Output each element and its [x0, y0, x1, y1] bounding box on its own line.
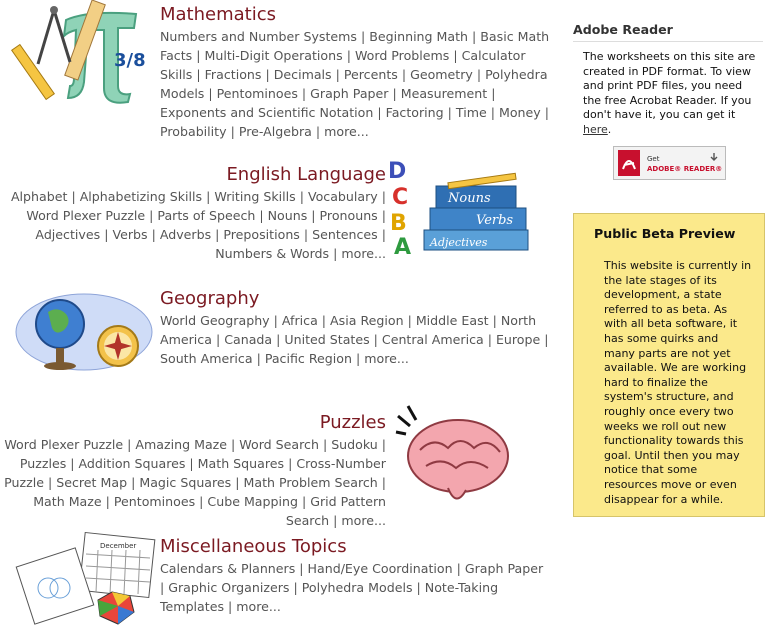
topic-link[interactable]: Magic Squares	[139, 474, 232, 490]
link-separator: |	[289, 579, 302, 595]
topic-link[interactable]: Adjectives	[35, 226, 101, 242]
link-separator: |	[377, 437, 386, 452]
link-separator: |	[127, 474, 140, 490]
section-title-english[interactable]: English Language	[226, 164, 386, 185]
section-title-mathematics[interactable]: Mathematics	[160, 4, 276, 25]
topic-link[interactable]: Verbs	[112, 226, 148, 242]
topic-link[interactable]: Word Plexer Puzzle	[4, 437, 124, 452]
link-separator: |	[211, 226, 224, 242]
topic-link[interactable]: Cross-Number Puzzle	[4, 455, 386, 490]
book-label-verbs: Verbs	[476, 213, 514, 228]
link-separator: |	[487, 85, 496, 101]
link-separator: |	[351, 350, 365, 366]
section-english	[2, 164, 386, 264]
topic-link[interactable]: Time	[455, 104, 487, 120]
link-separator: |	[227, 437, 240, 452]
topic-link[interactable]: Calculator Skills	[160, 47, 526, 82]
topic-link[interactable]: United States	[284, 331, 370, 347]
topic-link[interactable]: Word Plexer Puzzle	[26, 207, 146, 223]
topic-link[interactable]: Addition Squares	[78, 455, 186, 471]
link-separator: |	[483, 331, 496, 347]
topic-link[interactable]: Nouns	[267, 207, 308, 223]
topic-link[interactable]: Writing Skills	[214, 189, 296, 204]
topic-link[interactable]: Polyhedra Models	[160, 66, 548, 101]
section-title-puzzles[interactable]: Puzzles	[319, 412, 386, 433]
link-separator: |	[412, 579, 425, 595]
public-beta-notice	[573, 213, 765, 517]
topic-link[interactable]: Sentences	[312, 226, 378, 242]
english-illustration	[388, 158, 534, 258]
link-separator: |	[540, 104, 549, 120]
topic-link[interactable]: Calendars & Planners	[160, 561, 296, 576]
topic-link[interactable]: Math Squares	[197, 455, 285, 471]
link-separator: |	[486, 104, 499, 120]
topic-link[interactable]: Word Search	[239, 437, 319, 452]
topic-link[interactable]: Word Problems	[354, 47, 450, 63]
topic-link[interactable]: Sudoku	[331, 437, 378, 452]
section-mathematics	[160, 4, 550, 141]
link-separator: |	[192, 66, 205, 82]
topic-link[interactable]: Canada	[224, 331, 273, 347]
link-separator: |	[145, 207, 158, 223]
link-separator: |	[377, 189, 386, 204]
link-separator: |	[468, 29, 481, 44]
topic-link[interactable]: Graph Paper	[310, 85, 389, 101]
link-separator: |	[147, 226, 160, 242]
link-separator: |	[377, 207, 386, 223]
topic-link[interactable]: Grid Pattern Search	[285, 493, 386, 528]
link-separator: |	[195, 493, 208, 509]
topic-link[interactable]: Central America	[381, 331, 484, 347]
link-separator: |	[101, 493, 114, 509]
link-separator: |	[160, 579, 169, 595]
link-separator: |	[226, 123, 239, 139]
topic-link[interactable]: Pre-Algebra	[238, 123, 312, 139]
link-separator: |	[540, 331, 549, 347]
calendar-month-label: December	[100, 542, 137, 550]
topic-link[interactable]: Exponents and Scientific Notation	[160, 104, 374, 120]
link-separator: |	[252, 350, 265, 366]
section-miscellaneous	[160, 536, 550, 617]
topic-link[interactable]: Alphabetizing Skills	[79, 189, 203, 204]
link-list-english	[2, 188, 386, 264]
link-separator: |	[295, 189, 308, 204]
link-separator: |	[342, 47, 355, 63]
book-label-adjectives: Adjectives	[430, 236, 488, 249]
link-separator: |	[224, 598, 237, 614]
topic-link[interactable]: Math Maze	[33, 493, 102, 509]
link-separator: |	[373, 104, 386, 120]
link-separator: |	[123, 437, 136, 452]
geography-illustration	[14, 280, 154, 380]
topic-link[interactable]: Graph Paper	[464, 561, 544, 576]
link-separator: |	[311, 123, 325, 139]
topic-link[interactable]: Asia Region	[330, 313, 404, 328]
link-separator: |	[298, 493, 311, 509]
topic-link[interactable]: Numbers and Number Systems	[160, 29, 357, 44]
topic-link[interactable]: Puzzles	[19, 455, 67, 471]
book-label-nouns: Nouns	[448, 191, 491, 206]
topic-link[interactable]: Alphabet	[10, 189, 68, 204]
topic-link[interactable]: Math Problem Search	[243, 474, 378, 490]
topic-link[interactable]: Europe	[495, 331, 541, 347]
link-separator: |	[66, 455, 79, 471]
topic-link[interactable]: Measurement	[400, 85, 488, 101]
misc-illustration	[22, 532, 158, 625]
link-separator: |	[307, 207, 320, 223]
topic-link[interactable]: Polyhedra Models	[301, 579, 413, 595]
topic-link[interactable]: more...	[341, 512, 386, 528]
link-separator: |	[295, 561, 308, 576]
link-separator: |	[272, 331, 285, 347]
link-separator: |	[443, 104, 456, 120]
link-separator: |	[377, 226, 386, 242]
topic-link[interactable]: more...	[364, 350, 409, 366]
link-separator: |	[488, 313, 501, 328]
topic-link[interactable]: Geometry	[410, 66, 473, 82]
math-fraction-label: 3/8	[114, 50, 146, 71]
topic-link[interactable]: Factoring	[385, 104, 444, 120]
svg-text:A: A	[394, 235, 412, 260]
link-separator: |	[185, 455, 198, 471]
link-separator: |	[211, 331, 225, 347]
adobe-reader-text: The worksheets on this site are created in PDF format. To view and print PDF files, you need the free Acrobat Reader. If you don't have it, you can get it here.	[583, 50, 756, 136]
download-arrow-icon	[711, 153, 717, 160]
topic-link[interactable]: Percents	[343, 66, 398, 82]
link-separator: |	[284, 455, 297, 471]
section-title-geography[interactable]: Geography	[160, 288, 260, 309]
link-separator: |	[377, 474, 386, 490]
topic-link[interactable]: Africa	[281, 313, 318, 328]
alphabet-blocks-icon	[388, 159, 411, 260]
topic-link[interactable]: Amazing Maze	[135, 437, 228, 452]
books-stack-icon	[424, 186, 528, 250]
topic-link[interactable]: Pronouns	[319, 207, 378, 223]
link-separator: |	[192, 47, 205, 63]
link-separator: |	[297, 85, 311, 101]
link-separator: |	[388, 85, 401, 101]
topic-link[interactable]: Graphic Organizers	[168, 579, 290, 595]
link-separator: |	[261, 66, 274, 82]
section-puzzles	[2, 412, 386, 531]
link-separator: |	[100, 226, 113, 242]
svg-text:C: C	[392, 185, 409, 210]
topic-link[interactable]: Basic Math Facts	[160, 29, 550, 63]
topic-link[interactable]: South America	[160, 350, 253, 366]
get-adobe-reader-button[interactable]	[613, 146, 726, 180]
link-separator: |	[329, 512, 342, 528]
link-separator: |	[299, 226, 313, 242]
link-separator: |	[204, 85, 217, 101]
section-title-miscellaneous[interactable]: Miscellaneous Topics	[160, 536, 347, 557]
link-list-mathematics	[160, 28, 550, 141]
link-separator: |	[202, 189, 215, 204]
adobe-reader-here-link[interactable]: here	[583, 122, 608, 136]
topic-link[interactable]: Pentominoes	[216, 85, 298, 101]
topic-link[interactable]: Parts of Speech	[157, 207, 256, 223]
topic-link[interactable]: Middle East	[415, 313, 489, 328]
public-beta-text: This website is currently in the late stages of its development, a state referred to as beta. As with all beta software, it has some quirks and many parts are not yet available. We are working hard to finalize the system's structure, and roughly once every two weeks we roll out new functionality towards this goal. Until then you may notice that some resources move or even disappear for a while.	[604, 259, 752, 506]
svg-text:D: D	[388, 159, 407, 184]
polyhedron-icon	[98, 592, 134, 624]
topic-link[interactable]: Adverbs	[159, 226, 212, 242]
svg-text:B: B	[390, 211, 407, 236]
topic-link[interactable]: more...	[324, 123, 369, 139]
calendar-icon	[79, 533, 155, 598]
link-separator: |	[255, 207, 268, 223]
link-separator: |	[397, 66, 411, 82]
topic-link[interactable]: more...	[236, 598, 281, 614]
topic-link[interactable]: Numbers & Words	[215, 245, 330, 261]
topic-link[interactable]: North America	[160, 313, 537, 347]
topic-link[interactable]: Pentominoes	[113, 493, 196, 509]
brain-icon	[408, 420, 508, 499]
topic-link[interactable]: Multi-Digit Operations	[204, 47, 343, 63]
topic-link[interactable]: Decimals	[273, 66, 332, 82]
link-separator: |	[231, 474, 244, 490]
link-separator: |	[356, 29, 370, 44]
mathematics-illustration	[18, 2, 146, 102]
topic-link[interactable]: Cube Mapping	[207, 493, 298, 509]
topic-link[interactable]: Prepositions	[223, 226, 300, 242]
topic-link[interactable]: Money	[498, 104, 541, 120]
link-list-miscellaneous	[160, 560, 550, 617]
link-separator: |	[317, 313, 331, 328]
link-separator: |	[329, 245, 342, 261]
adobe-reader-panel	[573, 22, 763, 173]
link-separator: |	[318, 437, 332, 452]
topic-link[interactable]: Secret Map	[56, 474, 128, 490]
section-geography	[160, 288, 560, 369]
topic-link[interactable]: more...	[341, 245, 386, 261]
get-label: Get	[647, 155, 660, 163]
topic-link[interactable]: Fractions	[204, 66, 262, 82]
link-separator: |	[269, 313, 282, 328]
public-beta-title: Public Beta Preview	[594, 226, 736, 241]
adobe-reader-brand-label: ADOBE® READER®	[647, 165, 723, 173]
topic-link[interactable]: World Geography	[160, 313, 270, 328]
link-list-puzzles	[2, 436, 386, 531]
link-separator: |	[472, 66, 486, 82]
idea-rays-icon	[396, 406, 416, 434]
link-separator: |	[403, 313, 416, 328]
link-separator: |	[449, 47, 462, 63]
topic-link[interactable]: Vocabulary	[307, 189, 378, 204]
topic-link[interactable]: Pacific Region	[264, 350, 352, 366]
topic-link[interactable]: Note-Taking Templates	[160, 579, 499, 614]
topic-link[interactable]: Beginning Math	[369, 29, 469, 44]
link-separator: |	[67, 189, 80, 204]
pencil-icon	[12, 45, 55, 100]
topic-link[interactable]: Hand/Eye Coordination	[307, 561, 453, 576]
link-separator: |	[331, 66, 344, 82]
link-separator: |	[43, 474, 57, 490]
puzzles-illustration	[396, 404, 520, 508]
compass-rose-icon	[98, 326, 138, 366]
adobe-reader-title: Adobe Reader	[573, 22, 763, 42]
topic-link[interactable]: Probability	[160, 123, 227, 139]
link-separator: |	[369, 331, 382, 347]
link-list-geography	[160, 312, 560, 369]
link-separator: |	[452, 561, 465, 576]
